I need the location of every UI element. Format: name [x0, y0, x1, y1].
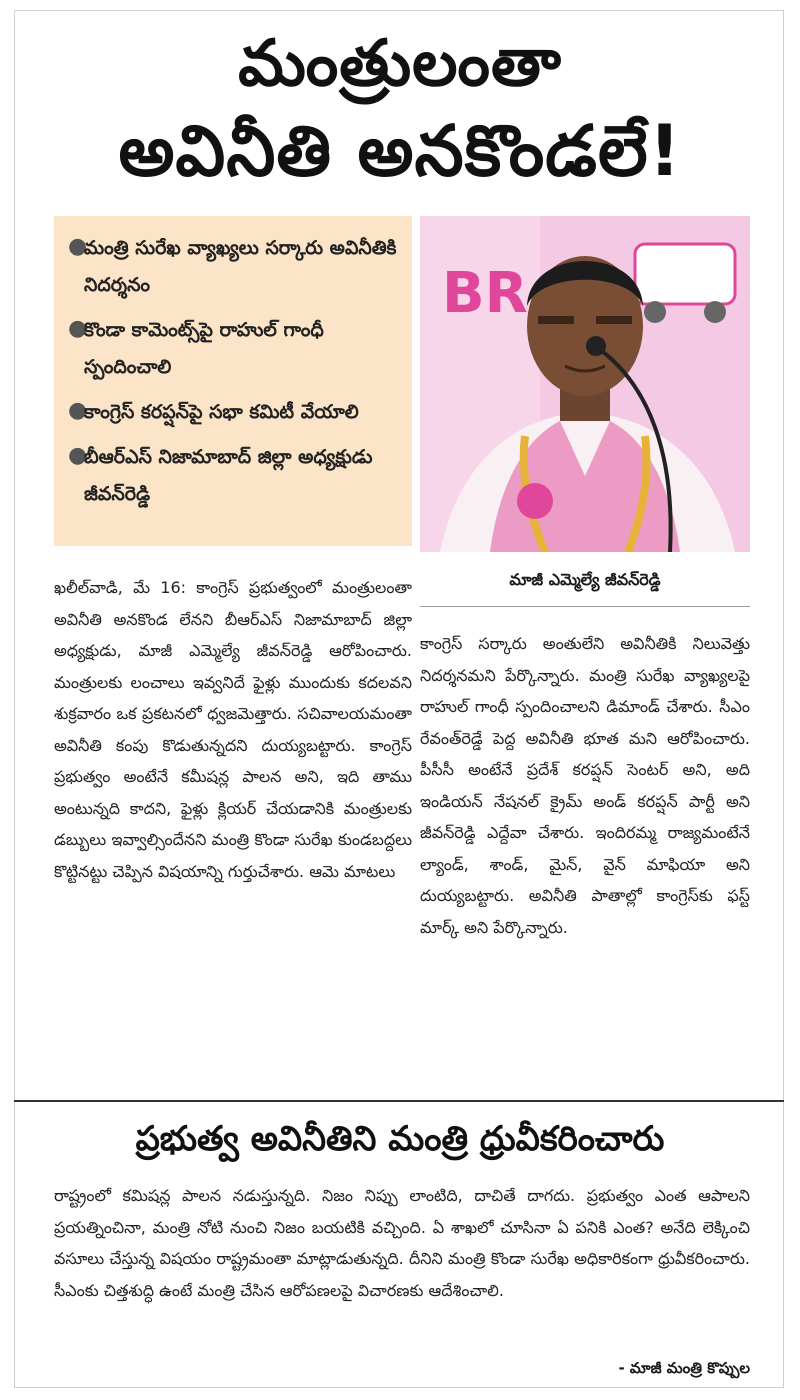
- highlights-box: [54, 216, 412, 546]
- backdrop-text: BR: [442, 261, 528, 326]
- bullet-icon: ●: [68, 234, 88, 259]
- headline-line-2: అవినీతి అనకొండలే!: [118, 110, 682, 192]
- highlight-text: బీఆర్‌ఎస్ నిజామాబాద్ జిల్లా అధ్యక్షుడు జీవన్‌రెడ్డి: [84, 446, 373, 505]
- article-column-left: [54, 572, 412, 887]
- second-story-headline: ప్రభుత్వ అవినీతిని మంత్రి ధ్రువీకరించారు: [135, 1119, 665, 1159]
- second-story-text: రాష్ట్రంలో కమిషన్ల పాలన నడుస్తున్నది. నిజం నిప్పు లాంటిది, దాచితే దాగదు. ప్రభుత్వం ఎంత ఆపాలని ప్రయత్నించినా, మంత్రి నోటి నుంచి నిజం బయటికి వచ్చింది. ఏ శాఖలో చూసినా ఏ పనికి ఎంత? అనేది లెక్కించి వసూలు చేస్తున్న విషయం రాష్ట్రమంతా మాట్లాడుతున్నది. దీనిని మంత్రి కొండా సురేఖ అధికారికంగా ధ్రువీకరించారు. సీఎంకు చిత్తశుద్ధి ఉంటే మంత్రి చేసిన ఆరోపణలపై విచారణకు ఆదేశించాలి.: [54, 1186, 750, 1300]
- bullet-icon: ●: [68, 398, 88, 423]
- speaker-photo: [420, 216, 750, 552]
- bullet-icon: ●: [68, 316, 88, 341]
- highlight-text: కొండా కామెంట్స్‌పై రాహుల్ గాంధీ స్పందించాలి: [84, 319, 324, 378]
- highlight-item: [68, 439, 400, 513]
- second-story-byline: - మాజీ మంత్రి కొప్పుల: [618, 1359, 750, 1377]
- speaker-illustration: [420, 216, 750, 552]
- photo-caption: మాజీ ఎమ్మెల్యే జీవన్‌రెడ్డి: [509, 570, 661, 589]
- highlight-item: [68, 230, 400, 304]
- highlight-text: మంత్రి సురేఖ వ్యాఖ్యలు సర్కారు అవినీతికి నిదర్శనం: [84, 237, 397, 296]
- headline-line-1: మంత్రులంతా: [238, 27, 562, 101]
- section-divider: [14, 1100, 784, 1102]
- caption-divider: [420, 606, 750, 607]
- article-text-left: ఖలీల్‌వాడి, మే 16: కాంగ్రెస్ ప్రభుత్వంలో మంత్రులంతా అవినీతి అనకొండ లేనని బీఆర్‌ఎస్ నిజామాబాద్ జిల్లా అధ్యక్షుడు, మాజీ ఎమ్మెల్యే జీవన్‌రెడ్డి ఆరోపించారు. మంత్రులకు లంచాలు ఇవ్వనిదే ఫైళ్లు ముందుకు కదలవని శుక్రవారం ఒక ప్రకటనలో ధ్వజమెత్తారు. సచివాలయమంతా అవినీతి కంపు కొడుతున్నదని దుయ్యబట్టారు. కాంగ్రెస్ ప్రభుత్వం అంటేనే కమీషన్ల పాలన అని, ఇది తాము అంటున్నది కాదని, ఫైళ్లు క్లియర్ చేయడానికి మంత్రులకు డబ్బులు ఇవ్వాల్సిందేనని మంత్రి కొండా సురేఖ కుండబద్దలు కొట్టినట్టు చెప్పిన విషయాన్ని గుర్తుచేశారు. ఆమె మాటలు: [54, 578, 412, 881]
- highlight-item: [68, 394, 400, 431]
- highlight-text: కాంగ్రెస్ కరప్షన్‌పై సభా కమిటీ వేయాలి: [84, 401, 359, 423]
- article-text-right: కాంగ్రెస్ సర్కారు అంతులేని అవినీతికి నిలువెత్తు నిదర్శనమని పేర్కొన్నారు. మంత్రి సురేఖ వ్యాఖ్యలపై రాహుల్ గాంధీ స్పందించాలని డిమాండ్ చేశారు. సీఎం రేవంత్‌రెడ్డే పెద్ద అవినీతి భూత మని ఆరోపించారు. పీసీసీ అంటేనే ప్రదేశ్ కరప్షన్ సెంటర్ అని, అది ఇండియన్ నేషనల్ క్రైమ్ అండ్ కరప్షన్ పార్టీ అని జీవన్‌రెడ్డి ఎద్దేవా చేశారు. ఇందిరమ్మ రాజ్యమంటేనే ల్యాండ్, శాండ్, మైన్, వైన్ మాఫియా అని దుయ్యబట్టారు. అవినీతి పాతాల్లో కాంగ్రెస్‌కు ఫస్ట్ మార్క్ అని పేర్కొన్నారు.: [420, 634, 750, 937]
- bullet-icon: ●: [68, 443, 88, 468]
- highlight-item: [68, 312, 400, 386]
- second-story-body: [54, 1180, 750, 1306]
- article-column-right: [420, 628, 750, 943]
